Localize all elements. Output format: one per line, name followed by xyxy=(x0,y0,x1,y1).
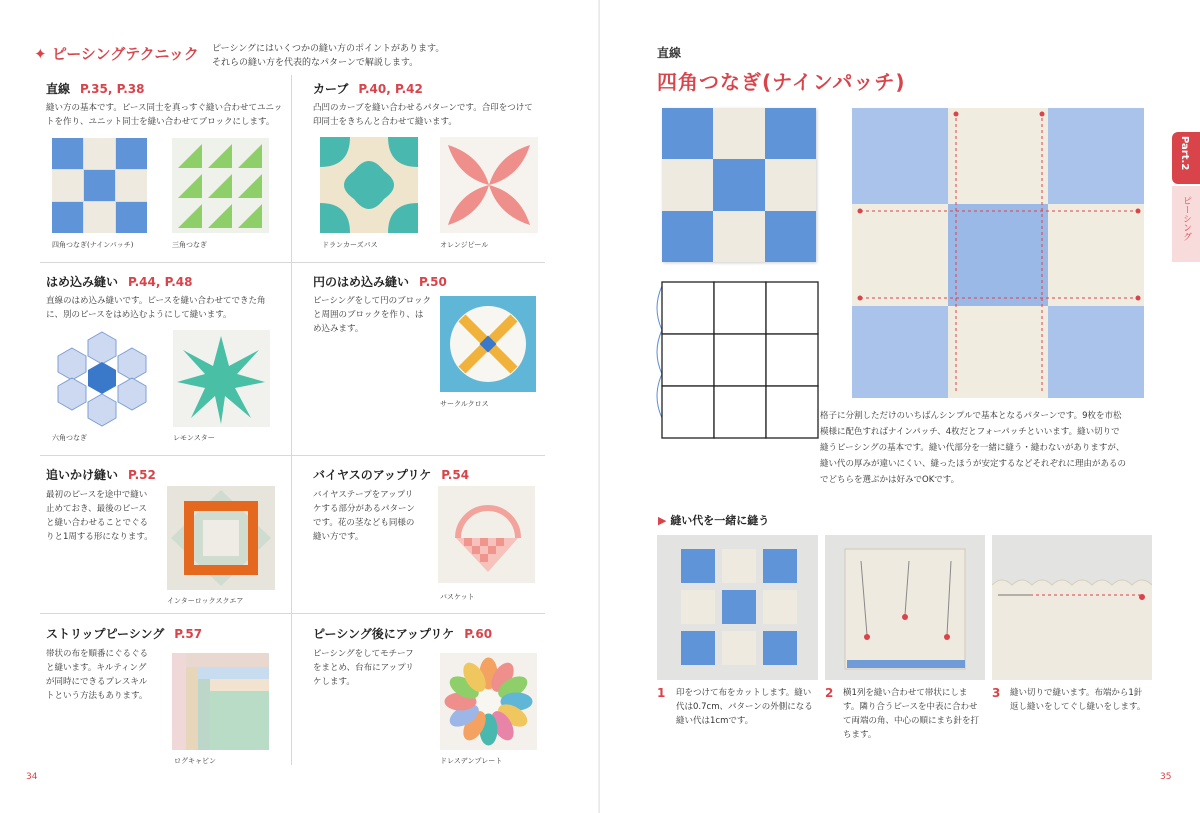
ninepatch-photo xyxy=(52,138,147,233)
caption: インターロックスクエア xyxy=(167,597,244,605)
caption: ドランカーズパス xyxy=(322,241,378,249)
step-1-photo xyxy=(657,535,818,680)
block-desc: 凸凹のカーブを縫い合わせるパターンです。合印をつけて 印同士をきちんと合わせて縫います。 xyxy=(313,103,533,127)
hexagon-photo xyxy=(50,330,154,427)
technique-label: 直線 xyxy=(657,46,682,60)
section-intro: ピーシングにはいくつかの縫い方のポイントがあります。 それらの縫い方を代表的なパターンで解説します。 xyxy=(212,44,445,68)
step-3-text: 縫い切りで縫います。布端から1針 返し縫いをしてぐし縫いをします。 xyxy=(1010,688,1146,712)
drunkards-path-photo xyxy=(320,137,418,233)
caption: バスケット xyxy=(440,593,475,601)
block-title-bias-applique: バイヤスのアップリケ P.54 xyxy=(313,468,470,482)
row-divider xyxy=(40,455,545,456)
block-title-curve: カーブ P.40, P.42 xyxy=(313,82,423,96)
step-2-photo xyxy=(825,535,985,680)
section-title: ✦ ピーシングテクニック xyxy=(34,45,199,63)
block-desc: 縫い方の基本です。ピース同士を真っすぐ縫い合わせてユニッ トを作り、ユニット同士を縫い合わせてブロックにします。 xyxy=(46,103,283,127)
step-1-text: 印をつけて布をカットします。縫い 代は0.7cm、パターンの外側になる 縫い代は1cmです。 xyxy=(676,688,813,726)
part-tab: Part.2 xyxy=(1172,132,1200,184)
basket-photo xyxy=(438,486,535,583)
caption: 六角つなぎ xyxy=(52,434,87,442)
step-3-photo xyxy=(992,535,1152,680)
triangle-block-photo xyxy=(172,138,269,233)
orange-peel-photo xyxy=(440,137,538,233)
page-number: 34 xyxy=(26,772,38,782)
block-title-strip-piecing: ストリップピーシング P.57 xyxy=(46,627,203,641)
block-desc: 最初のピースを途中で縫い 止めておき、最後のピース と縫い合わせることでぐる りと1周する形になります。 xyxy=(46,490,153,542)
block-desc: 直線のはめ込み縫いです。ピースを縫い合わせてできた角 に、別のピースをはめ込むようにして縫います。 xyxy=(46,296,266,320)
block-title-partial-seam: 追いかけ縫い P.52 xyxy=(46,468,156,482)
caption: サークルクロス xyxy=(440,400,489,408)
pattern-title: 四角つなぎ(ナインパッチ) xyxy=(657,70,906,94)
lemon-star-photo xyxy=(173,330,270,427)
column-divider xyxy=(291,75,292,765)
caption: 四角つなぎ(ナインパッチ) xyxy=(52,241,134,249)
page-number: 35 xyxy=(1160,772,1172,782)
block-title-circle: 円のはめ込み縫い P.50 xyxy=(313,275,447,289)
caption: レモンスター xyxy=(173,434,215,442)
block-desc: ピーシングをしてモチーフ をまとめ、台布にアップリ ケします。 xyxy=(313,649,414,687)
sparkle-icon: ✦ xyxy=(34,45,47,63)
caption: オレンジピール xyxy=(440,241,489,249)
interlock-square-photo xyxy=(167,486,275,590)
caption: ドレスデンプレート xyxy=(440,757,503,765)
row-divider xyxy=(40,262,545,263)
block-title-applique-after: ピーシング後にアップリケ P.60 xyxy=(313,627,493,641)
right-page xyxy=(600,0,1200,813)
ninepatch-large-photo xyxy=(662,108,816,262)
step-number: 2 xyxy=(825,686,834,700)
pattern-description: 格子に分割しただけのいちばんシンプルで基本となるパターンです。9枚を市松 模様に配色すればナインパッチ、4枚だとフォーパッチといいます。縫い切りで 縫うピーシングの基本です。縫い代部分を一緒に縫う・縫わないがありますが、 縫い代の厚みが違いにくい、縫ったほうが安定するなどそれぞれに理由があるの でどちらを選ぶかは好みでOKです。 xyxy=(820,411,1127,485)
step-number: 1 xyxy=(657,686,666,700)
ninepatch-diagram xyxy=(650,278,824,448)
block-desc: バイヤステープをアップリ ケする部分があるパターン です。花の茎なども同様の 縫い方です。 xyxy=(313,490,415,542)
step-number: 3 xyxy=(992,686,1001,700)
caption: 三角つなぎ xyxy=(172,241,207,249)
row-divider xyxy=(40,613,545,614)
block-title-set-in: はめ込み縫い P.44, P.48 xyxy=(46,275,193,289)
block-desc: ピーシングをして円のブロック と周囲のブロックを作り、は め込みます。 xyxy=(313,296,431,334)
stitched-ninepatch-photo xyxy=(852,108,1144,398)
block-desc: 帯状の布を順番にぐるぐる と縫います。キルティング が同時にできるプレスキル トという方法もあります。 xyxy=(46,649,149,701)
dresden-plate-photo xyxy=(440,653,537,750)
log-cabin-photo xyxy=(172,653,269,750)
chapter-tab: ピーシング xyxy=(1172,186,1200,262)
triangle-right-icon: ▶ xyxy=(658,514,667,527)
block-title-straight: 直線 P.35, P.38 xyxy=(46,82,145,96)
caption: ログキャビン xyxy=(174,757,216,765)
circle-cross-photo xyxy=(440,296,536,392)
subheading: ▶ 縫い代を一緒に縫う xyxy=(658,514,770,527)
step-2-text: 横1列を縫い合わせて帯状にしま す。隣り合うピースを中表に合わせ て両端の角、中心の順にまち針を打 ちます。 xyxy=(843,688,980,740)
